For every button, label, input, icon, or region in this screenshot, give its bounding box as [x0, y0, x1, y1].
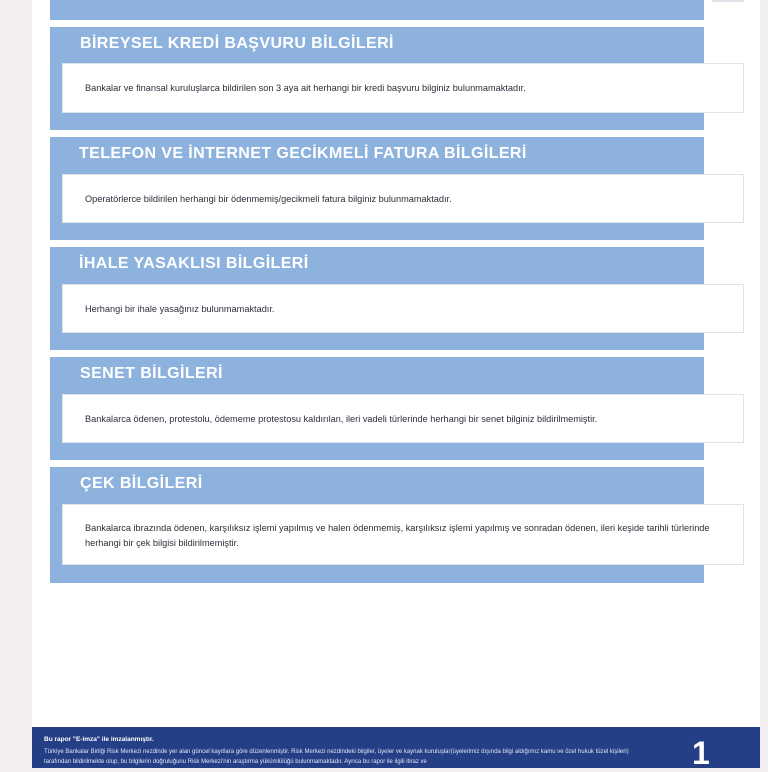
- previous-section-box-edge: [712, 0, 744, 2]
- section-ihale: [50, 247, 704, 350]
- footer-text: Türkiye Bankalar Birliği Risk Merkezi nezdinde yer alan güncel kayıtlara göre düzenlenmiştir. Risk Merkezi nezdindeki bilgiler, üyeler ve kaynak kuruluşlar(üyelerimiz dışında bilgi aldığımız kamu ve özel hukuk tüzel kişileri) tarafından bildirilmekte olup, bu bilgilerin doğruluğunu Risk Merkezi'nin araştırma yükümlülüğü bulunmamaktadır. Ayrıca bu rapor ile ilgili itiraz ve: [44, 749, 629, 765]
- section-text: Operatörlerce bildirilen herhangi bir ödenmemiş/gecikmeli fatura bilginiz bulunmamaktadır.: [85, 194, 452, 204]
- section-senet: [50, 357, 704, 460]
- section-content-box: [62, 284, 744, 333]
- section-content-box: [62, 174, 744, 223]
- section-kredi-basvuru: [50, 27, 704, 130]
- report-footer: [32, 727, 760, 771]
- previous-section-band: [50, 0, 704, 20]
- section-title: BİREYSEL KREDİ BAŞVURU BİLGİLERİ: [80, 35, 394, 52]
- section-text: Bankalarca ödenen, protestolu, ödememe protestosu kaldırılan, ileri vadeli türlerinde herhangi bir senet bilginiz bildirilmemiştir.: [85, 414, 598, 424]
- section-cek: [50, 467, 710, 583]
- section-title: İHALE YASAKLISI BİLGİLERİ: [79, 255, 309, 272]
- section-text: Bankalarca ibrazında ödenen, karşılıksız işlemi yapılmış ve halen ödenmemiş, karşılıksız işlemi yapılmış ve sonradan ödenen, ileri keşide tarihli türlerinde herhangi bir çek bilgisi bildirilmemiştir.: [85, 523, 710, 548]
- section-fatura: [50, 137, 704, 240]
- section-content-box: [62, 63, 744, 113]
- report-page: [32, 0, 760, 771]
- section-content-box: [62, 504, 744, 565]
- section-text: Bankalar ve finansal kuruluşlarca bildirilen son 3 aya ait herhangi bir kredi başvuru bilginiz bulunmamaktadır.: [85, 83, 526, 93]
- section-text: Herhangi bir ihale yasağınız bulunmamaktadır.: [85, 304, 275, 314]
- section-content-box: [62, 394, 744, 443]
- footer-title: Bu rapor "E-imza" ile imzalanmıştır.: [44, 736, 154, 743]
- section-title: ÇEK BİLGİLERİ: [80, 475, 203, 492]
- section-title: SENET BİLGİLERİ: [80, 365, 223, 382]
- page-number: 1: [692, 735, 710, 771]
- section-title: TELEFON VE İNTERNET GECİKMELİ FATURA BİLGİLERİ: [79, 145, 527, 162]
